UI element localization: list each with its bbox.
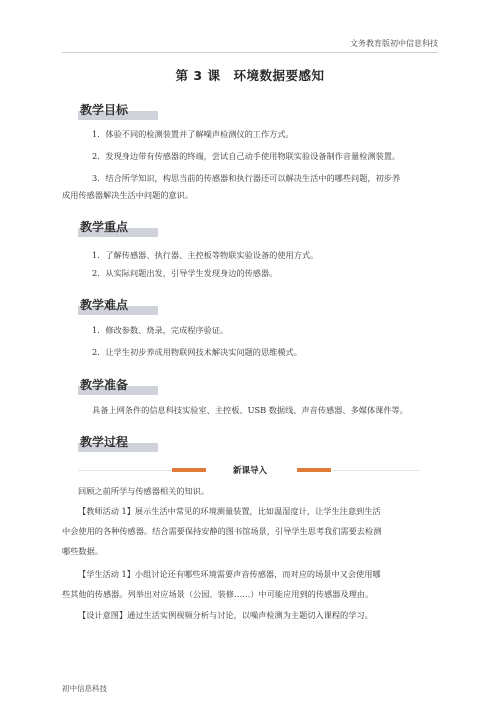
section-heading-label: 教学目标 [80,103,129,117]
section-heading-preparation [78,376,160,395]
list-item: 1．体验不同的检测装置并了解噪声检测仪的工作方式。 [92,129,294,139]
paragraph: 回顾之前所学与传感器相关的知识。 [78,486,210,496]
list-item: 3．结合所学知识，构思当前的传感器和执行器还可以解决生活中的哪些问题，初步养 [92,173,401,183]
list-item: 2．发现身边带有传感器的终端，尝试自己动手使用物联实验设备制作音量检测装置。 [92,151,401,161]
page-title: 第 3 课 环境数据要感知 [175,68,325,83]
list-item: 2．让学生初步养成用物联网技术解决实问题的思维模式。 [92,347,302,357]
paragraph: 中会使用的各种传感器。结合需要保持安静的图书馆场景，引导学生思考我们需要去检测 [62,526,382,536]
section-heading-label: 教学重点 [80,220,129,234]
header-text: 文务教育版初中信息科技 [350,39,438,48]
list-item: 具备上网条件的信息科技实验室、主控板、USB 数据线、声音传感器、多媒体课件等。 [92,405,408,415]
list-item: 1．了解传感器、执行器、主控板等物联实验设备的使用方式。 [92,250,319,260]
paragraph: 【学生活动 1】小组讨论还有哪些环境需要声音传感器，而对应的场景中又会使用哪 [78,569,381,579]
paragraph: 些其他的传感器。列举出对应场景（公园、装修……）中可能应用到的传感器及理由。 [62,589,374,599]
header-divider [62,52,438,53]
list-item: 成用传感器解决生活中问题的意识。 [62,190,194,200]
section-heading-label: 教学准备 [80,378,129,392]
list-item: 2．从实际问题出发，引导学生发现身边的传感器。 [92,268,278,278]
paragraph: 【教师活动 1】展示生活中常见的环境测量装置，比如温湿度计，让学生注意到生活 [78,506,381,516]
section-heading-key-points [78,218,160,237]
section-heading-goals [78,101,160,120]
section-heading-process [78,433,160,452]
subsection-title: 新课导入 [232,466,267,476]
section-heading-label: 教学难点 [80,298,129,312]
list-item: 1．修改参数、烧录，完成程序验证。 [92,325,229,335]
paragraph: 【设计意图】通过生活实例视频分析与讨论，以噪声检测为主题切入课程的学习。 [78,610,373,620]
paragraph: 哪些数据。 [62,546,103,556]
section-heading-label: 教学过程 [80,435,129,449]
section-heading-difficulties [78,296,160,315]
footer-text: 初中信息科技 [62,684,107,693]
